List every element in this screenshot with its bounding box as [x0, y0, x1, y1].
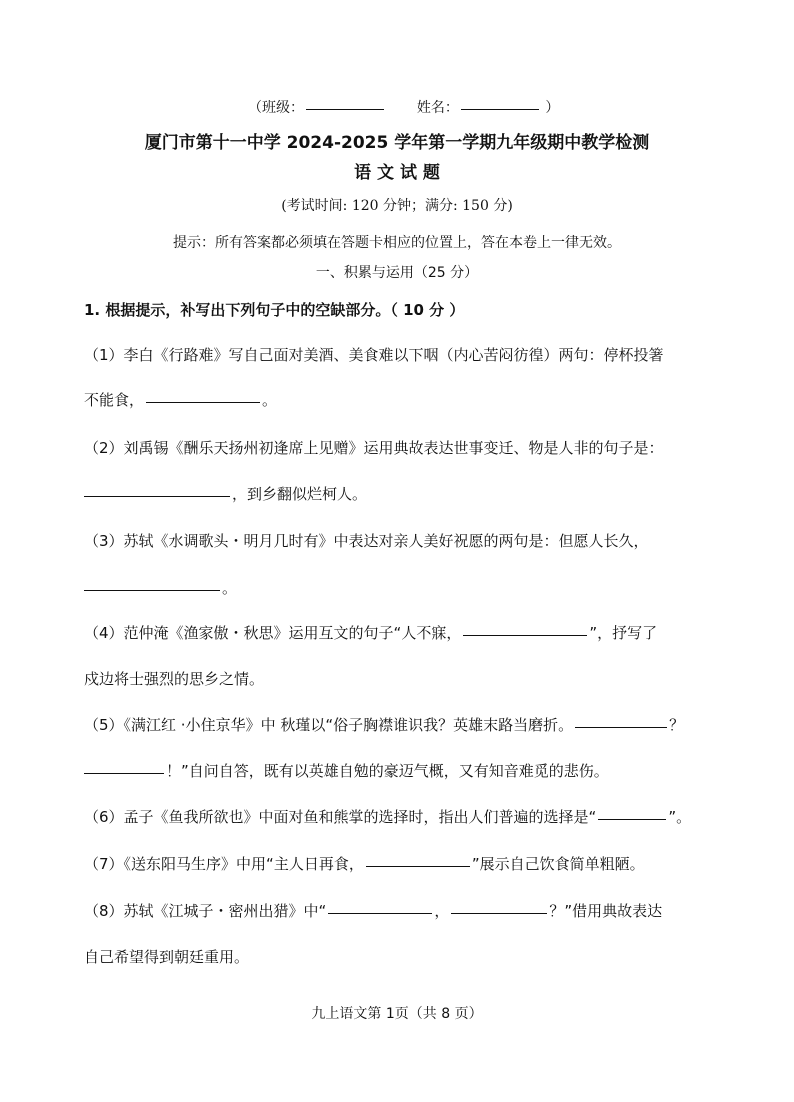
item-6-line: （6）孟子《鱼我所欲也》中面对鱼和熊掌的选择时，指出人们普遍的选择是“ ”。 — [84, 808, 692, 826]
item-8-line-1: （8）苏轼《江城子・密州出猎》中“ ， ？”借用典故表达 — [84, 902, 663, 920]
notice: 提示：所有答案都必须填在答题卡相应的位置上，答在本卷上一律无效。 — [173, 235, 621, 251]
item-8-blank-1[interactable] — [328, 912, 432, 914]
item-2-line-1: （2）刘禹锡《酬乐天扬州初逢席上见赠》运用典故表达世事变迁、物是人非的句子是： — [84, 439, 664, 457]
item-3-line-2: 。 — [84, 577, 237, 598]
item-5-blank-2[interactable] — [84, 772, 164, 774]
item-3-line-1: （3）苏轼《水调歌头・明月几时有》中表达对亲人美好祝愿的两句是：但愿人长久， — [84, 532, 649, 550]
name-label: 姓名： — [416, 100, 459, 116]
close-paren: ） — [545, 100, 560, 116]
item-8-blank-2[interactable] — [451, 912, 547, 914]
class-label: （班级： — [248, 100, 304, 116]
item-6-blank[interactable] — [598, 818, 666, 820]
page-footer: 九上语文第 1页（共 8 页） — [311, 1006, 483, 1022]
name-blank[interactable] — [461, 108, 539, 110]
item-4-blank[interactable] — [463, 634, 587, 636]
subject-title: 语 文 试 题 — [354, 163, 440, 183]
item-1-line-1: （1）李白《行路难》写自己面对美酒、美食难以下咽（内心苦闷彷徨）两句：停杯投箸 — [84, 346, 664, 364]
item-8-line-2: 自己希望得到朝廷重用。 — [84, 948, 250, 966]
item-7-line: （7）《送东阳马生序》中用“主人日再食， ”展示自己饮食简单粗陋。 — [84, 855, 645, 873]
class-blank[interactable] — [306, 108, 384, 110]
item-1-blank[interactable] — [146, 401, 260, 403]
section-heading: 一、积累与运用（25 分） — [315, 265, 479, 281]
item-2-blank[interactable] — [84, 495, 230, 497]
item-4-line-2: 戍边将士强烈的思乡之情。 — [84, 670, 265, 688]
question-1-title: 1. 根据提示，补写出下列句子中的空缺部分。（ 10 分 ） — [84, 301, 465, 319]
exam-info: (考试时间: 120 分钟；满分: 150 分) — [281, 198, 513, 214]
item-5-line-1: （5）《满江红 ·小住京华》中 秋瑾以“俗子胸襟谁识我？英雄末路当磨折。 ？ — [84, 716, 685, 734]
item-2-line-2: ，到乡翻似烂柯人。 — [84, 483, 367, 504]
item-4-line-1: （4）范仲淹《渔家傲・秋思》运用互文的句子“人不寐， ”，抒写了 — [84, 624, 658, 642]
exam-title: 厦门市第十一中学 2024-2025 学年第一学期九年级期中教学检测 — [144, 133, 650, 153]
item-1-line-2: 不能食， 。 — [84, 391, 278, 409]
item-3-blank[interactable] — [84, 589, 220, 591]
item-5-blank-1[interactable] — [575, 726, 667, 728]
class-name-line — [248, 97, 559, 117]
item-5-line-2: ！”自问自答，既有以英雄自勉的豪迈气概，又有知音难觅的悲伤。 — [84, 760, 609, 781]
item-7-blank[interactable] — [366, 865, 470, 867]
